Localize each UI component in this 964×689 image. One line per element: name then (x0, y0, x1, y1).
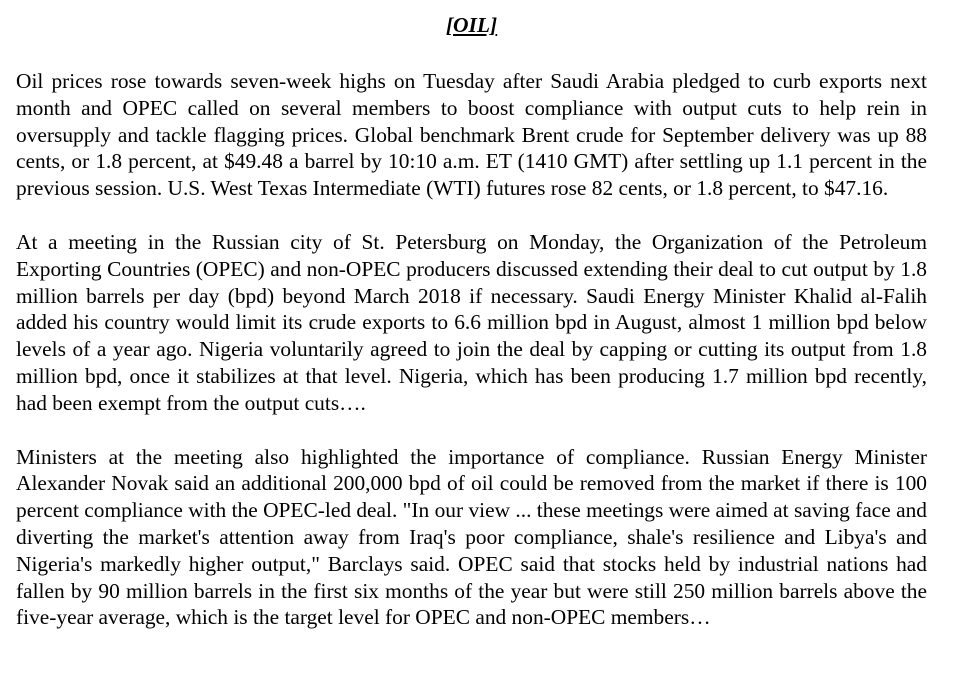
document-page (16, 0, 927, 631)
paragraph-compliance: Ministers at the meeting also highlighted the importance of compliance. Russian Energy Minister Alexander Novak said an additional 200,000 bpd of oil could be removed from the market if there is 100 percent compliance with the OPEC-led deal. "In our view ... these meetings were aimed at saving face and diverting the market's attention away from Iraq's poor compliance, shale's resilience and Libya's and Nigeria's markedly higher output," Barclays said. OPEC said that stocks held by industrial nations had fallen by 90 million barrels in the first six months of the year but were still 250 million barrels above the five-year average, which is the target level for OPEC and non-OPEC members… (16, 444, 927, 630)
paragraph-oil-prices: Oil prices rose towards seven-week highs on Tuesday after Saudi Arabia pledged to curb exports next month and OPEC called on several members to boost compliance with output cuts to help rein in oversupply and tackle flagging prices. Global benchmark Brent crude for September delivery was up 88 cents, or 1.8 percent, at $49.48 a barrel by 10:10 a.m. ET (1410 GMT) after settling up 1.1 percent in the previous session. U.S. West Texas Intermediate (WTI) futures rose 82 cents, or 1.8 percent, to $47.16. (16, 69, 927, 201)
document-title: [OIL] (445, 13, 498, 37)
paragraph-opec-meeting: At a meeting in the Russian city of St. Petersburg on Monday, the Organization of the Petroleum Exporting Countries (OPEC) and non-OPEC producers discussed extending their deal to cut output by 1.8 million barrels per day (bpd) beyond March 2018 if necessary. Saudi Energy Minister Khalid al-Falih added his country would limit its crude exports to 6.6 million bpd in August, almost 1 million bpd below levels of a year ago. Nigeria voluntarily agreed to join the deal by capping or cutting its output from 1.8 million bpd, once it stabilizes at that level. Nigeria, which has been producing 1.7 million bpd recently, had been exempt from the output cuts…. (16, 229, 927, 415)
